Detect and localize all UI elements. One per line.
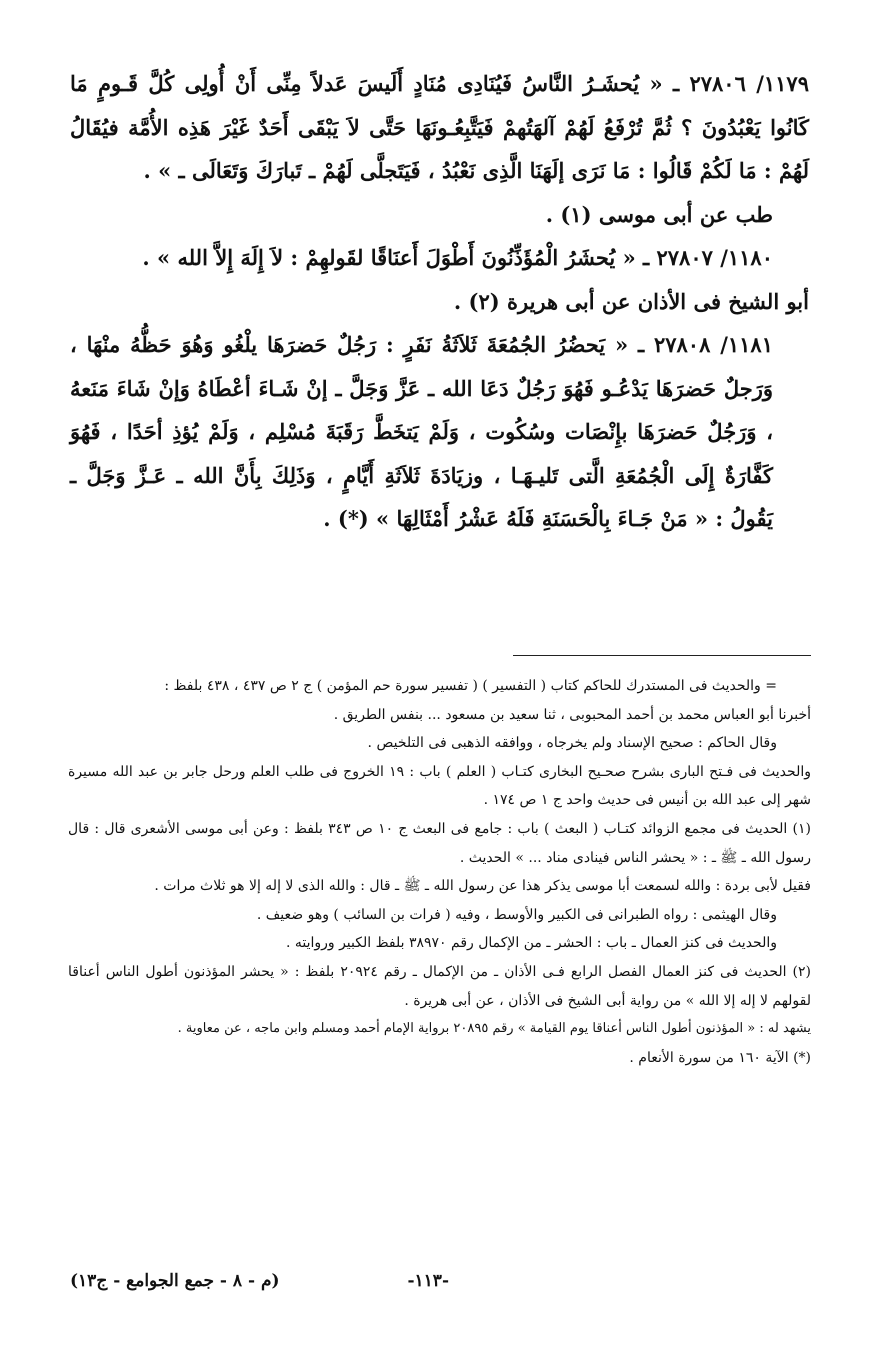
footnote-divider — [513, 655, 811, 656]
footnote-line: وقال الهيثمى : رواه الطبرانى فى الكبير والأوسط ، وفيه ( فرات بن السائب ) وهو ضعيف . — [256, 906, 777, 923]
footnote-line: = والحديث فى المستدرك للحاكم كتاب ( التفسير ) ( تفسير سورة حم المؤمن ) ج ٢ ص ٤٣٧ ، ٤٣٨ بلفظ : — [164, 678, 777, 694]
footnote-line: والحديث فى كنز العمال ـ باب : الحشر ـ من الإكمال رقم ٣٨٩٧٠ بلفظ الكبير وروايته . — [285, 935, 777, 952]
hadith-1180-source: أبو الشيخ فى الأذان عن أبى هريرة (٢) . — [453, 288, 809, 314]
footnote-2: (٢) الحديث فى كنز العمال الفصل الرابع فـى الأذان ـ من الإكمال ـ رقم ٢٠٩٢٤ بلفظ : « يحشر المؤذنون أطول الناس أعناقا لقولهم لا إله إلا الله » من رواية أبى الشيخ فى الأذان ، عن أبى هريرة . — [68, 963, 811, 1009]
footnote-1: (١) الحديث فى مجمع الزوائد كتـاب ( البعث ) باب : جامع فى البعث ج ١٠ ص ٣٤٣ بلفظ : وعن أبى موسى الأشعرى قال : قال رسول الله ـ ﷺ ـ : « يحشر الناس فينادى مناد ... » الحديث . — [68, 820, 811, 866]
footnote-line: وقال الحاكم : صحيح الإسناد ولم يخرجاه ، ووافقه الذهبى فى التلخيص . — [367, 735, 777, 752]
footnote-star: (*) الآية ١٦٠ من سورة الأنعام . — [629, 1049, 811, 1066]
footnote-line: والحديث فى فـتح البارى بشرح صحـيح البخارى كتـاب ( العلم ) باب : ١٩ الخروج فى طلب العلم ورحل جابر بن عبد الله مسيرة شهر إلى عبد الله بن أنيس فى حديث واحد ج ١ ص ١٧٤ . — [68, 763, 811, 809]
page-footer — [70, 1271, 809, 1301]
hadith-1180: ١١٨٠/ ٢٧٨٠٧ ـ « يُحشَرُ الْمُؤَذِّنُونَ أَطْوَلَ أَعنَاقًا لقَولهِمْ : لاَ إِلَهَ إِلاَّ الله » . — [142, 245, 773, 270]
page-number: -١١٣- — [407, 1271, 449, 1291]
footnote-line: فقيل لأبى بردة : والله لسمعت أبا موسى يذكر هذا عن رسول الله ـ ﷺ ـ قال : والله الذى لا إله إلا هو ثلاث مرات . — [154, 878, 811, 895]
hadith-1179: ١١٧٩/ ٢٧٨٠٦ ـ « يُحشَـرُ النَّاسُ فَيُنَادِى مُنَادٍ أَلَيسَ عَدلاً مِنِّى أَنْ أُولِى كُلَّ قَـومٍ مَا كَانُوا يَعْبُدُونَ ؟ ثُمَّ تُرْفَعُ لَهُمْ آلهَتُهمْ فَيَتَّبِعُـونَهَا حَتَّى لاَ يَبْقَى أَحَدٌ غَيْرَ هَذِه الأُمَّة فيُقَالُ لَهُمْ : مَا لَكُمْ قَالُوا : مَا نَرَى إلَهَنَا الَّذِى نَعْبُدُ ، فَيَتَجلَّى لَهُمْ ـ تَبارَكَ وَتَعَالَى ـ » . — [70, 71, 809, 183]
footnote-line: يشهد له : « المؤذنون أطول الناس أعناقا يوم القيامة » رقم ٢٠٨٩٥ برواية الإمام أحمد ومسلم وابن ماجه ، عن معاوية . — [177, 1021, 811, 1037]
hadith-1179-source: طب عن أبى موسى (١) . — [545, 201, 773, 227]
hadith-1181: ١١٨١/ ٢٧٨٠٨ ـ « يَحضُرُ الجُمُعَةَ ثَلاَثَةُ نَفَرٍ : رَجُلٌ حَضرَهَا يلْغُو وَهُوَ حَظُّهُ منْهَا ، وَرَجلٌ حَضرَهَا يَدْعُـو فَهُوَ رَجُلٌ دَعَا الله ـ عَزَّ وَجَلَّ ـ إنْ شَـاءَ أعْطَاهُ وَإنْ شَاءَ مَنَعهُ ، وَرَجُلٌ حَضرَهَا بإِنْصَات وسُكُوت ، وَلَمْ يَتخَطَّ رَقَبَةَ مُسْلِم ، وَلَمْ يُؤذِ أحَدًا ، فَهُوَ كَفَّارَةٌ إِلَى الْجُمُعَةِ الَّتى تَليـهَـا ، وزيَادَةَ ثَلاَثَةِ أَيَّامٍ ، وَذَلِكَ بِأَنَّ الله ـ عَـزَّ وَجَلَّ ـ يَقُولُ : « مَنْ جَـاءَ بِالْحَسَنَةِ فَلَهُ عَشْرُ أَمْثَالِهَا » (*) . — [70, 332, 773, 531]
footnote-line: أخبرنا أبو العباس محمد بن أحمد المحبوبى ، ثنا سعيد بن مسعود ... بنفس الطريق . — [333, 706, 811, 723]
footnotes — [68, 672, 811, 1072]
volume-label: (م - ٨ - جمع الجوامع - ج١٣) — [70, 1271, 280, 1291]
main-text — [70, 62, 809, 541]
